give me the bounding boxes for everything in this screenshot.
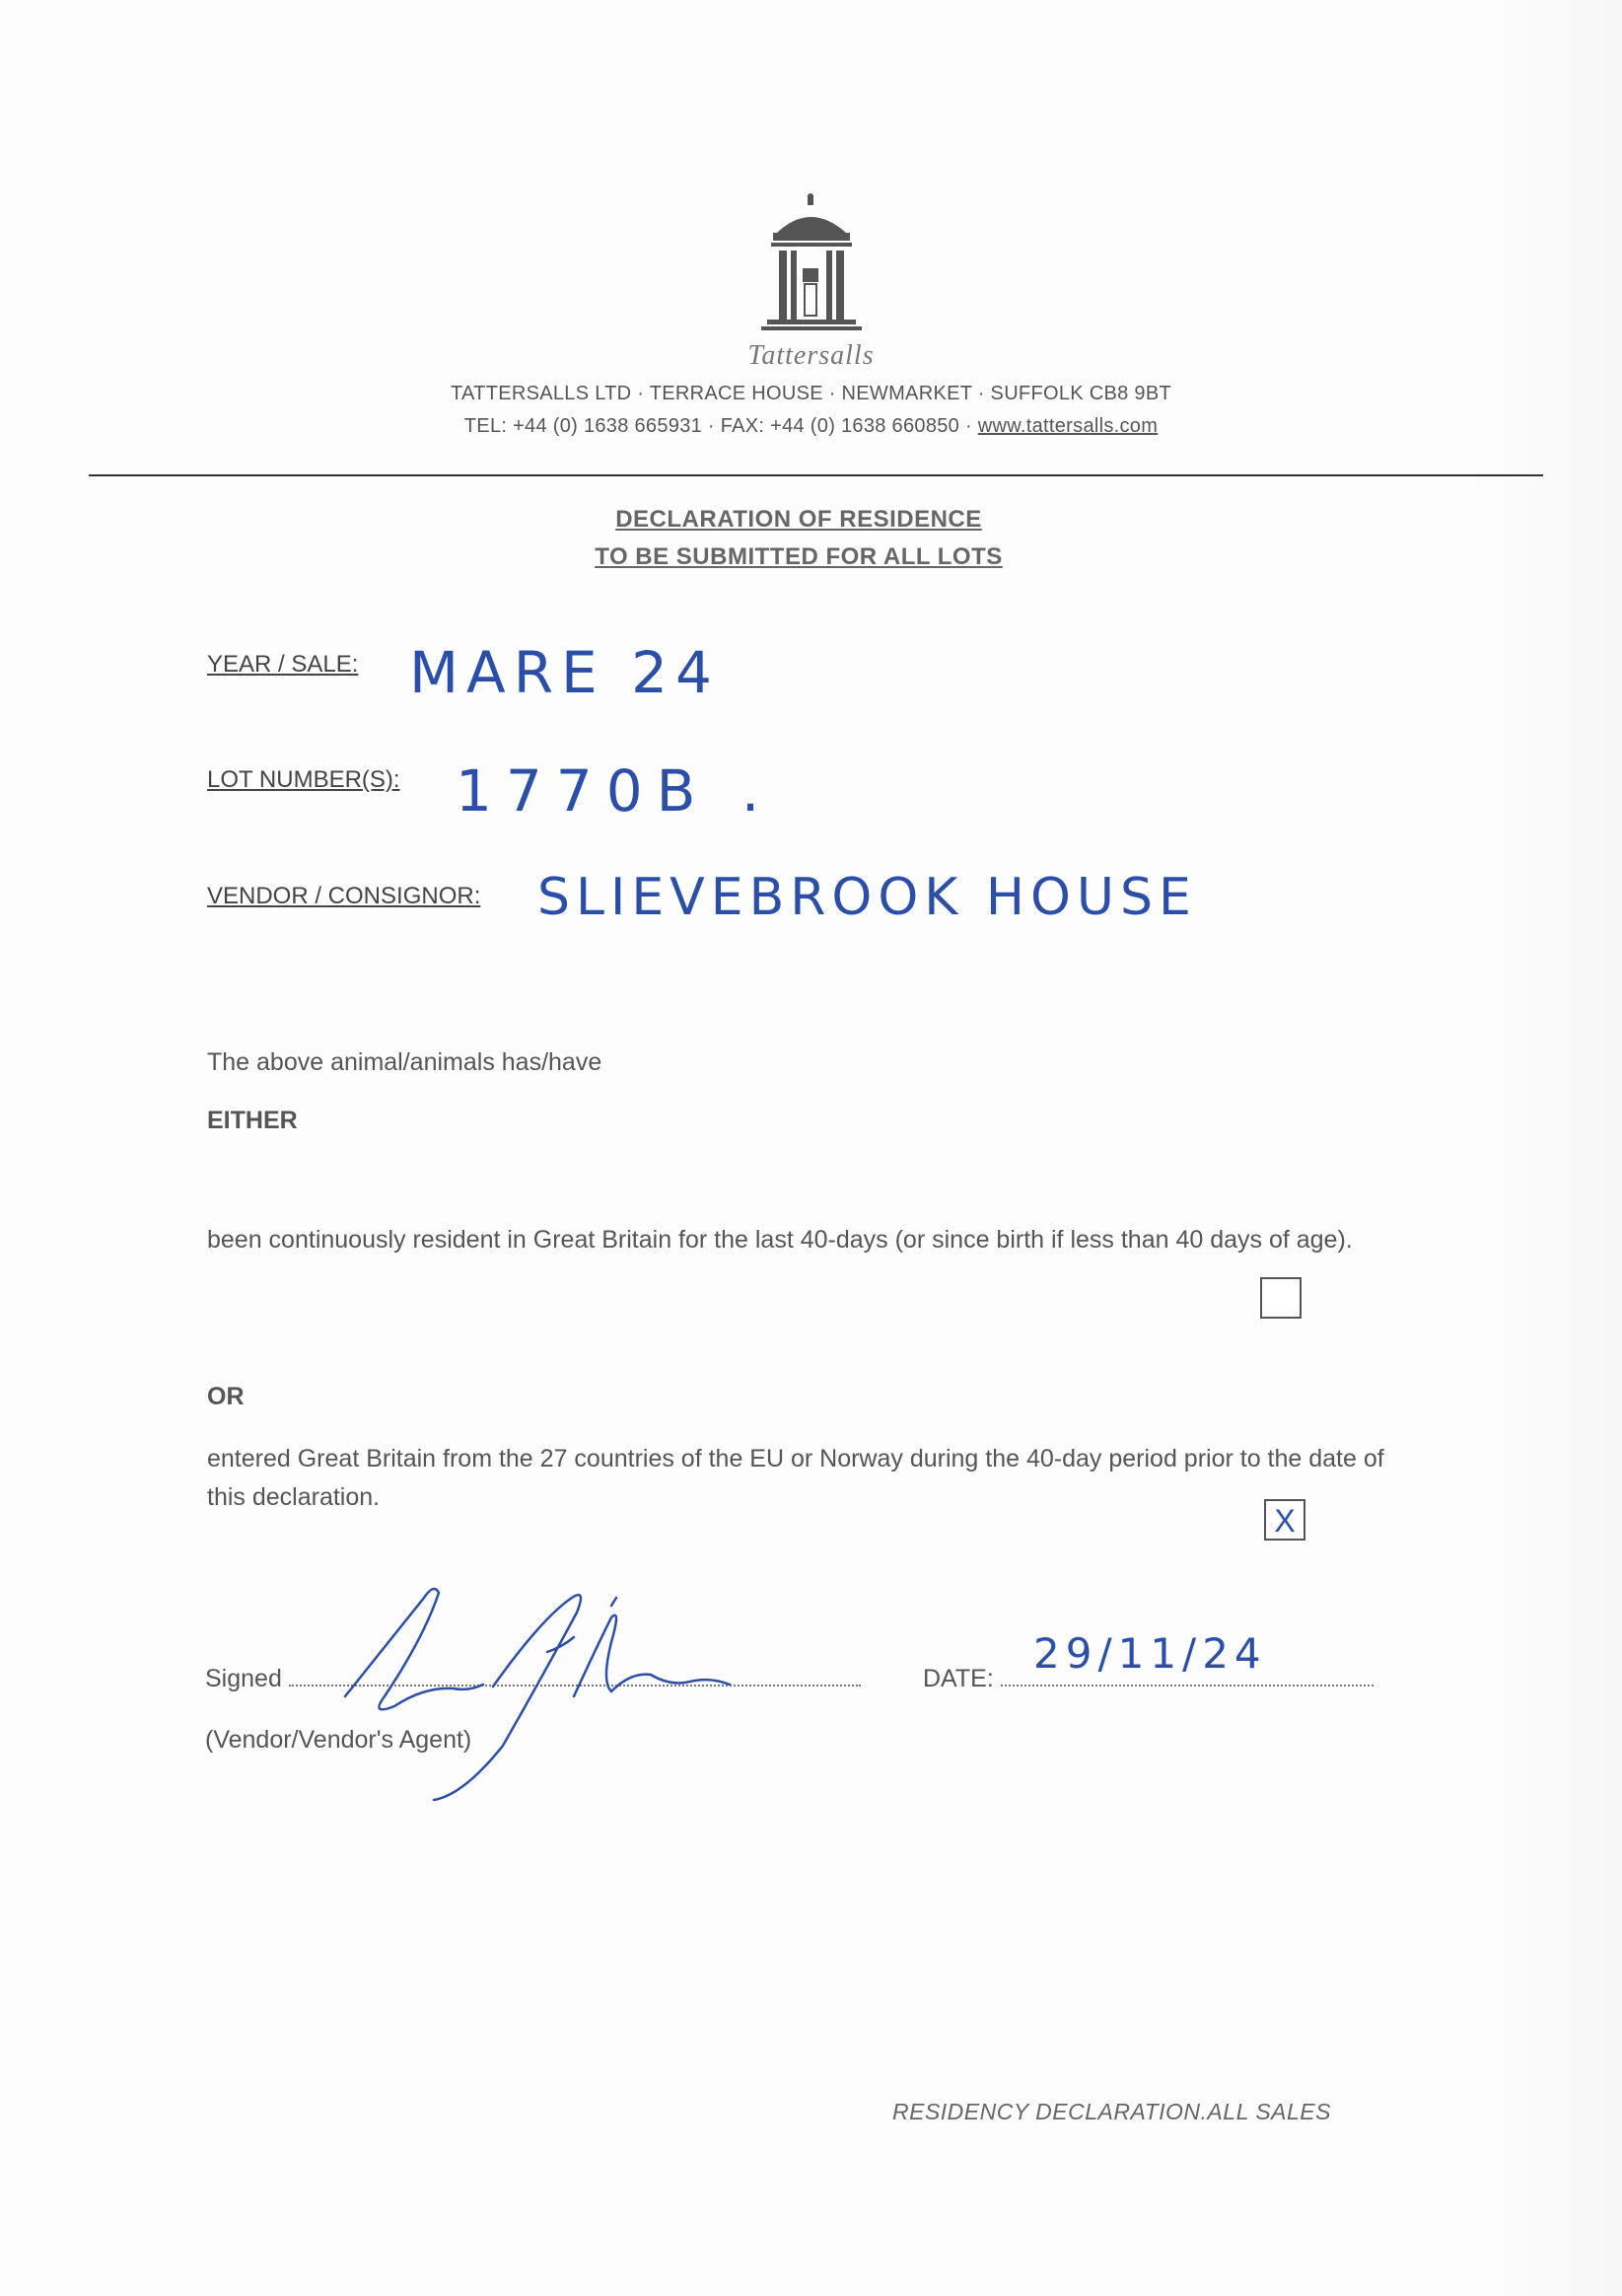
contact-phone-fax: TEL: +44 (0) 1638 665931 · FAX: +44 (0) 1638 660850 · <box>463 415 978 437</box>
vendor-consignor-value[interactable]: SLIEVEBROOK HOUSE <box>537 868 1197 927</box>
company-contact <box>0 415 1622 438</box>
vendor-consignor-label: VENDOR / CONSIGNOR: <box>207 883 481 909</box>
lot-number-label: LOT NUMBER(S): <box>207 766 400 793</box>
document-subtitle: TO BE SUBMITTED FOR ALL LOTS <box>595 543 1003 570</box>
option-continuous-residence-text: been continuously resident in Great Britain for the last 40-days (or since birth if less than 40 days of age). <box>207 1226 1353 1254</box>
tattersalls-logo-icon <box>757 193 866 341</box>
document-title: DECLARATION OF RESIDENCE <box>615 506 982 533</box>
header-divider <box>89 474 1543 476</box>
company-address: TATTERSALLS LTD · TERRACE HOUSE · NEWMARKET · SUFFOLK CB8 9BT <box>450 383 1171 404</box>
year-sale-label: YEAR / SALE: <box>207 651 359 678</box>
footer-form-reference: RESIDENCY DECLARATION.ALL SALES <box>892 2099 1331 2124</box>
website-link[interactable]: www.tattersalls.com <box>977 415 1159 437</box>
year-sale-value[interactable]: MARE 24 <box>409 639 720 706</box>
either-heading: EITHER <box>207 1107 298 1134</box>
option-eu-entry-text: entered Great Britain from the 27 countries of the EU or Norway during the 40-day period prior to the date of this declaration. <box>207 1445 1384 1511</box>
option-continuous-residence-checkbox[interactable] <box>1260 1277 1302 1319</box>
signed-label: Signed <box>205 1665 282 1692</box>
or-heading: OR <box>207 1383 245 1410</box>
intro-text: The above animal/animals has/have <box>207 1048 602 1076</box>
handwritten-signature <box>316 1578 828 1805</box>
signer-role-label: (Vendor/Vendor's Agent) <box>205 1726 472 1754</box>
date-value[interactable]: 29/11/24 <box>1033 1629 1267 1678</box>
brand-name: Tattersalls <box>747 340 875 371</box>
lot-number-value[interactable]: 1770B . <box>456 757 774 825</box>
option-eu-entry-checkbox[interactable]: X <box>1264 1499 1305 1541</box>
date-label: DATE: <box>923 1665 994 1692</box>
